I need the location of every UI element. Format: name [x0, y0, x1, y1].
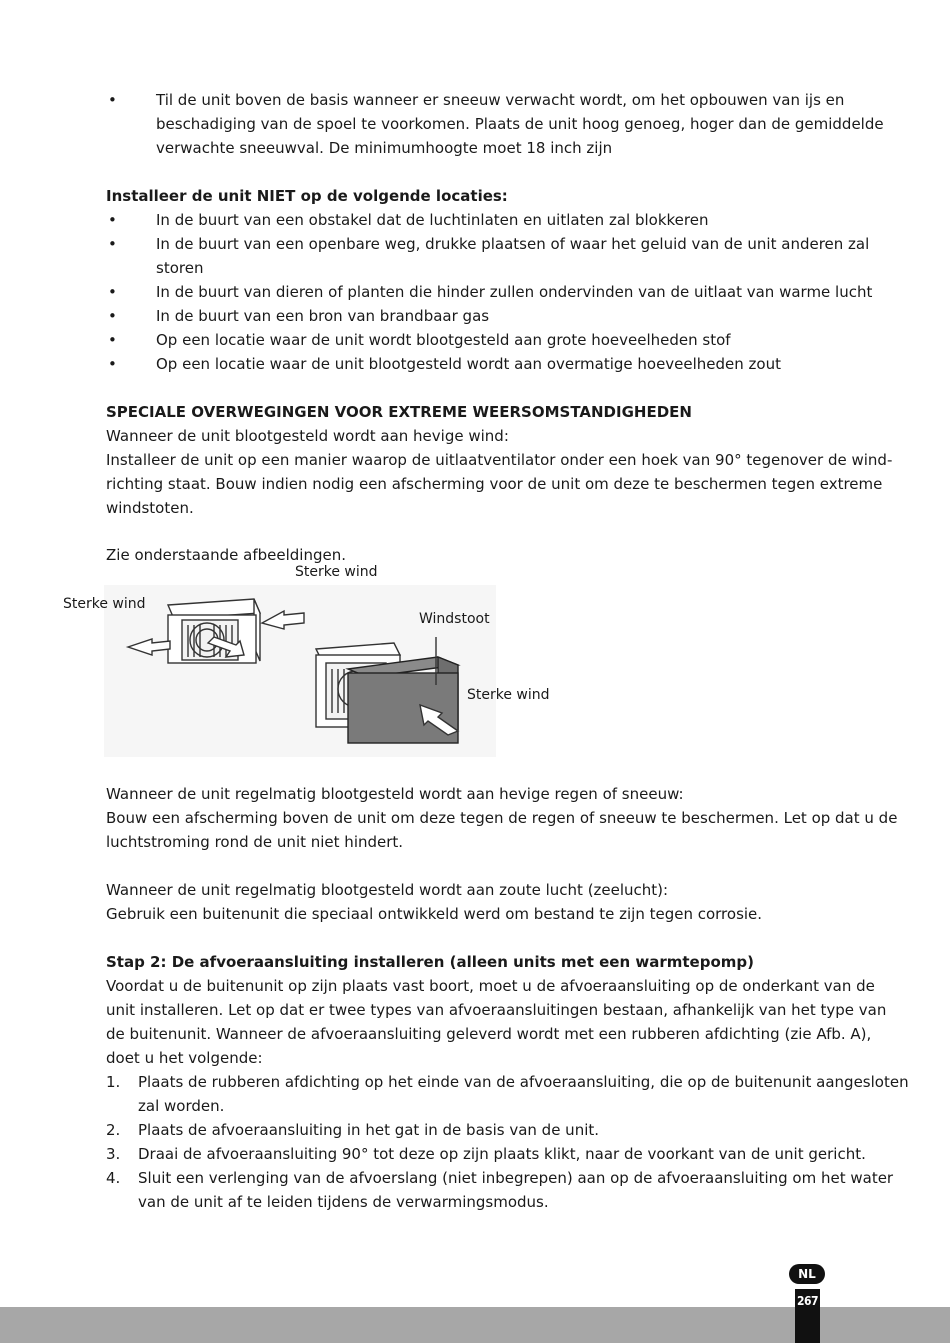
- text-line: Wanneer de unit regelmatig blootgesteld wordt aan zoute lucht (zeelucht):: [106, 881, 669, 899]
- bullet-symbol: •: [108, 235, 117, 253]
- text-line: Gebruik een buitenunit die speciaal ontwikkeld werd om bestand te zijn tegen corrosie.: [106, 905, 763, 923]
- text-line: Til de unit boven de basis wanneer er sneeuw verwacht wordt, om het opbouwen van ijs en: [156, 91, 845, 109]
- text-line: windstoten.: [106, 499, 194, 517]
- text-line: verwachte sneeuwval. De minimumhoogte moet 18 inch zijn: [156, 139, 613, 157]
- section-heading: Installeer de unit NIET op de volgende locaties:: [106, 187, 508, 205]
- text-line: doet u het volgende:: [106, 1049, 263, 1067]
- list-item-cont: storen: [156, 259, 204, 277]
- list-item: In de buurt van dieren of planten die hinder zullen ondervinden van de uitlaat van warme lucht: [156, 283, 873, 301]
- text-line: Wanneer de unit regelmatig blootgesteld wordt aan hevige regen of sneeuw:: [106, 785, 684, 803]
- step-number: 1.: [106, 1073, 121, 1091]
- text-line: Installeer de unit op een manier waarop de uitlaatventilator onder een hoek van 90° tegenover de wind-: [106, 451, 893, 469]
- step-text: zal worden.: [138, 1097, 225, 1115]
- section-heading: Stap 2: De afvoeraansluiting installeren (alleen units met een warmtepomp): [106, 953, 754, 971]
- text-line: Zie onderstaande afbeeldingen.: [106, 546, 346, 564]
- text-line: Bouw een afscherming boven de unit om deze tegen de regen of sneeuw te beschermen. Let op dat u de: [106, 809, 898, 827]
- list-item: In de buurt van een bron van brandbaar gas: [156, 307, 490, 325]
- figure-label-top: Sterke wind: [295, 564, 378, 580]
- outdoor-unit-1: [168, 599, 260, 663]
- figure-label-left: Sterke wind: [63, 596, 146, 612]
- step-number: 4.: [106, 1169, 121, 1187]
- bullet-symbol: •: [108, 307, 117, 325]
- text-line: luchtstroming rond de unit niet hindert.: [106, 833, 404, 851]
- text-line: Voordat u de buitenunit op zijn plaats vast boort, moet u de afvoeraansluiting op de onderkant van de: [106, 977, 875, 995]
- bullet-symbol: •: [108, 355, 117, 373]
- list-item: In de buurt van een openbare weg, drukke plaatsen of waar het geluid van de unit anderen zal: [156, 235, 870, 253]
- text-line: unit installeren. Let op dat er twee types van afvoeraansluitingen bestaan, afhankelijk van het type van: [106, 1001, 887, 1019]
- step-text: Sluit een verlenging van de afvoerslang (niet inbegrepen) aan op de afvoeraansluiting om het water: [138, 1169, 894, 1187]
- bullet-symbol: •: [108, 211, 117, 229]
- bullet-symbol: •: [108, 331, 117, 349]
- text-line: Wanneer de unit blootgesteld wordt aan hevige wind:: [106, 427, 509, 445]
- list-item: Op een locatie waar de unit wordt blootgesteld aan grote hoeveelheden stof: [156, 331, 731, 349]
- text-line: richting staat. Bouw indien nodig een afscherming voor de unit om deze te beschermen tegen extreme: [106, 475, 883, 493]
- step-number: 2.: [106, 1121, 121, 1139]
- step-text: van de unit af te leiden tijdens de verwarmingsmodus.: [138, 1193, 549, 1211]
- page-number: 267: [796, 1294, 819, 1308]
- text-line: de buitenunit. Wanneer de afvoeraansluiting geleverd wordt met een rubberen afdichting (zie Afb. A),: [106, 1025, 872, 1043]
- step-number: 3.: [106, 1145, 121, 1163]
- list-item: Op een locatie waar de unit blootgesteld wordt aan overmatige hoeveelheden zout: [156, 355, 781, 373]
- step-text: Plaats de afvoeraansluiting in het gat in de basis van de unit.: [138, 1121, 600, 1139]
- step-text: Draai de afvoeraansluiting 90° tot deze op zijn plaats klikt, naar de voorkant van de unit gericht.: [138, 1145, 866, 1163]
- step-text: Plaats de rubberen afdichting op het einde van de afvoeraansluiting, die op de buitenunit aangesloten: [138, 1073, 909, 1091]
- bullet-symbol: •: [108, 91, 117, 109]
- figure-label-right: Sterke wind: [467, 687, 550, 703]
- text-line: beschadiging van de spoel te voorkomen. Plaats de unit hoog genoeg, hoger dan de gemiddelde: [156, 115, 884, 133]
- figure-label-gust: Windstoot: [419, 611, 490, 627]
- bullet-symbol: •: [108, 283, 117, 301]
- language-badge: NL: [789, 1264, 825, 1284]
- list-item: In de buurt van een obstakel dat de luchtinlaten en uitlaten zal blokkeren: [156, 211, 709, 229]
- section-heading: SPECIALE OVERWEGINGEN VOOR EXTREME WEERSOMSTANDIGHEDEN: [106, 403, 692, 421]
